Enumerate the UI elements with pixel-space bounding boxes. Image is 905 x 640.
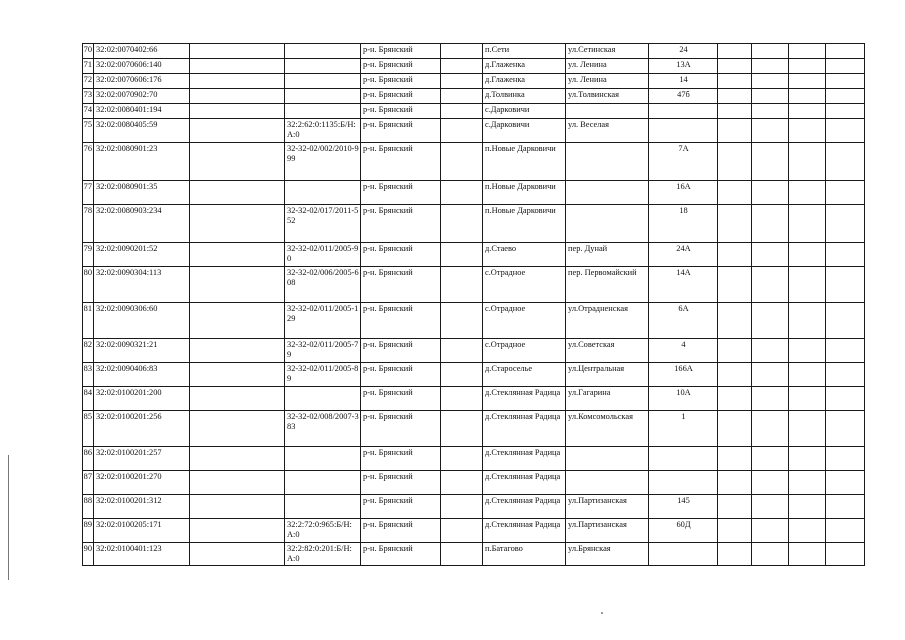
empty-cell <box>441 243 483 267</box>
district-cell: р-н. Брянский <box>361 104 441 119</box>
table-row <box>83 339 865 363</box>
empty-cell <box>826 471 865 495</box>
house-number-cell <box>649 447 718 471</box>
cadastral-number-cell: 32:02:0100205:171 <box>94 519 190 543</box>
empty-cell <box>190 59 285 74</box>
house-number-cell <box>649 104 718 119</box>
empty-cell <box>789 205 826 243</box>
cadastral-number-cell: 32:02:0100201:200 <box>94 387 190 411</box>
old-number-cell: 32:2:82:0:201:Б/Н:А:0 <box>285 543 361 566</box>
empty-cell <box>826 44 865 59</box>
house-number-cell: 13А <box>649 59 718 74</box>
cadastral-number-cell: 32:02:0070606:140 <box>94 59 190 74</box>
empty-cell <box>441 303 483 339</box>
cadastral-number-cell: 32:02:0090201:52 <box>94 243 190 267</box>
table-row <box>83 387 865 411</box>
table-row <box>83 243 865 267</box>
empty-cell <box>190 519 285 543</box>
empty-cell <box>752 89 789 104</box>
house-number-cell: 18 <box>649 205 718 243</box>
row-number-cell: 74 <box>83 104 94 119</box>
empty-cell <box>789 303 826 339</box>
empty-cell <box>718 363 752 387</box>
empty-cell <box>789 104 826 119</box>
table-row <box>83 267 865 303</box>
cadastral-number-cell: 32:02:0080901:23 <box>94 143 190 181</box>
cadastral-number-cell: 32:02:0080401:194 <box>94 104 190 119</box>
locality-cell: с.Отрадное <box>483 339 566 363</box>
empty-cell <box>789 44 826 59</box>
row-number-cell: 83 <box>83 363 94 387</box>
old-number-cell: 32:2:62:0:1135:Б/Н:А:0 <box>285 119 361 143</box>
empty-cell <box>789 267 826 303</box>
row-number-cell: 90 <box>83 543 94 566</box>
table-row <box>83 119 865 143</box>
district-cell: р-н. Брянский <box>361 447 441 471</box>
street-cell: ул.Центральная <box>566 363 649 387</box>
locality-cell: п.Новые Дарковичи <box>483 143 566 181</box>
locality-cell: п.Новые Дарковичи <box>483 181 566 205</box>
street-cell: ул.Партизанская <box>566 495 649 519</box>
empty-cell <box>718 519 752 543</box>
street-cell <box>566 104 649 119</box>
row-number-cell: 71 <box>83 59 94 74</box>
empty-cell <box>718 104 752 119</box>
locality-cell: п.Сети <box>483 44 566 59</box>
table-row <box>83 411 865 447</box>
empty-cell <box>752 205 789 243</box>
table-row <box>83 181 865 205</box>
street-cell: ул.Толвинская <box>566 89 649 104</box>
house-number-cell: 24 <box>649 44 718 59</box>
street-cell <box>566 181 649 205</box>
empty-cell <box>718 447 752 471</box>
house-number-cell: 16А <box>649 181 718 205</box>
table-row <box>83 74 865 89</box>
district-cell: р-н. Брянский <box>361 59 441 74</box>
empty-cell <box>789 363 826 387</box>
empty-cell <box>826 519 865 543</box>
locality-cell: с.Отрадное <box>483 267 566 303</box>
empty-cell <box>718 243 752 267</box>
old-number-cell: 32-32-02/006/2005-608 <box>285 267 361 303</box>
cadastral-number-cell: 32:02:0100401:123 <box>94 543 190 566</box>
locality-cell: с.Отрадное <box>483 303 566 339</box>
empty-cell <box>190 495 285 519</box>
empty-cell <box>826 59 865 74</box>
house-number-cell: 1 <box>649 411 718 447</box>
empty-cell <box>441 363 483 387</box>
locality-cell: д.Стеклянная Радица <box>483 519 566 543</box>
house-number-cell: 24А <box>649 243 718 267</box>
old-number-cell: 32:2:72:0:965:Б/Н:А:0 <box>285 519 361 543</box>
cadastral-number-cell: 32:02:0080903:234 <box>94 205 190 243</box>
empty-cell <box>752 181 789 205</box>
old-number-cell <box>285 89 361 104</box>
old-number-cell: 32-32-02/017/2011-552 <box>285 205 361 243</box>
table-row <box>83 44 865 59</box>
street-cell: пер. Дунай <box>566 243 649 267</box>
district-cell: р-н. Брянский <box>361 119 441 143</box>
old-number-cell <box>285 387 361 411</box>
old-number-cell: 32-32-02/008/2007-383 <box>285 411 361 447</box>
street-cell <box>566 205 649 243</box>
row-number-cell: 72 <box>83 74 94 89</box>
empty-cell <box>789 447 826 471</box>
empty-cell <box>441 89 483 104</box>
empty-cell <box>752 267 789 303</box>
row-number-cell: 89 <box>83 519 94 543</box>
empty-cell <box>789 471 826 495</box>
table-row <box>83 104 865 119</box>
empty-cell <box>718 543 752 566</box>
empty-cell <box>826 303 865 339</box>
locality-cell: с.Дарковичи <box>483 119 566 143</box>
old-number-cell <box>285 104 361 119</box>
empty-cell <box>190 181 285 205</box>
empty-cell <box>826 495 865 519</box>
house-number-cell: 47б <box>649 89 718 104</box>
empty-cell <box>441 181 483 205</box>
street-cell <box>566 143 649 181</box>
empty-cell <box>718 59 752 74</box>
empty-cell <box>718 303 752 339</box>
empty-cell <box>190 44 285 59</box>
empty-cell <box>190 89 285 104</box>
empty-cell <box>441 387 483 411</box>
street-cell: ул. Ленина <box>566 74 649 89</box>
scan-margin-line <box>8 455 9 580</box>
empty-cell <box>789 181 826 205</box>
empty-cell <box>752 447 789 471</box>
cadastral-number-cell: 32:02:0090306:60 <box>94 303 190 339</box>
table-row <box>83 519 865 543</box>
empty-cell <box>752 471 789 495</box>
empty-cell <box>190 363 285 387</box>
district-cell: р-н. Брянский <box>361 89 441 104</box>
registry-table-page <box>82 43 865 566</box>
empty-cell <box>441 44 483 59</box>
row-number-cell: 78 <box>83 205 94 243</box>
locality-cell: п.Новые Дарковичи <box>483 205 566 243</box>
district-cell: р-н. Брянский <box>361 143 441 181</box>
empty-cell <box>718 89 752 104</box>
empty-cell <box>826 205 865 243</box>
empty-cell <box>789 387 826 411</box>
empty-cell <box>789 59 826 74</box>
row-number-cell: 76 <box>83 143 94 181</box>
house-number-cell: 14 <box>649 74 718 89</box>
scan-speck <box>601 612 603 614</box>
house-number-cell: 7А <box>649 143 718 181</box>
empty-cell <box>441 495 483 519</box>
cadastral-number-cell: 32:02:0090304:113 <box>94 267 190 303</box>
empty-cell <box>752 519 789 543</box>
house-number-cell: 14А <box>649 267 718 303</box>
empty-cell <box>826 104 865 119</box>
old-number-cell <box>285 44 361 59</box>
empty-cell <box>441 119 483 143</box>
row-number-cell: 73 <box>83 89 94 104</box>
empty-cell <box>789 339 826 363</box>
row-number-cell: 84 <box>83 387 94 411</box>
house-number-cell <box>649 471 718 495</box>
district-cell: р-н. Брянский <box>361 495 441 519</box>
locality-cell: д.Толвинка <box>483 89 566 104</box>
district-cell: р-н. Брянский <box>361 411 441 447</box>
row-number-cell: 77 <box>83 181 94 205</box>
cadastral-number-cell: 32:02:0100201:312 <box>94 495 190 519</box>
empty-cell <box>718 495 752 519</box>
land-plot-registry-table <box>82 43 865 566</box>
locality-cell: д.Стеклянная Радица <box>483 471 566 495</box>
empty-cell <box>718 471 752 495</box>
district-cell: р-н. Брянский <box>361 387 441 411</box>
empty-cell <box>718 181 752 205</box>
empty-cell <box>789 119 826 143</box>
empty-cell <box>190 411 285 447</box>
district-cell: р-н. Брянский <box>361 363 441 387</box>
locality-cell: д.Стеклянная Радица <box>483 411 566 447</box>
row-number-cell: 75 <box>83 119 94 143</box>
empty-cell <box>190 267 285 303</box>
empty-cell <box>718 143 752 181</box>
empty-cell <box>718 205 752 243</box>
street-cell: пер. Первомайский <box>566 267 649 303</box>
locality-cell: д.Стеклянная Радица <box>483 447 566 471</box>
empty-cell <box>752 387 789 411</box>
locality-cell: д.Глаженка <box>483 74 566 89</box>
table-row <box>83 363 865 387</box>
street-cell: ул.Комсомольская <box>566 411 649 447</box>
empty-cell <box>441 104 483 119</box>
row-number-cell: 81 <box>83 303 94 339</box>
empty-cell <box>190 387 285 411</box>
cadastral-number-cell: 32:02:0100201:257 <box>94 447 190 471</box>
row-number-cell: 82 <box>83 339 94 363</box>
cadastral-number-cell: 32:02:0070902:70 <box>94 89 190 104</box>
empty-cell <box>441 543 483 566</box>
row-number-cell: 88 <box>83 495 94 519</box>
empty-cell <box>441 59 483 74</box>
old-number-cell <box>285 495 361 519</box>
cadastral-number-cell: 32:02:0090406:83 <box>94 363 190 387</box>
empty-cell <box>190 119 285 143</box>
empty-cell <box>752 243 789 267</box>
empty-cell <box>789 543 826 566</box>
table-row <box>83 143 865 181</box>
table-row <box>83 59 865 74</box>
empty-cell <box>718 119 752 143</box>
empty-cell <box>441 74 483 89</box>
empty-cell <box>718 44 752 59</box>
street-cell <box>566 447 649 471</box>
empty-cell <box>190 447 285 471</box>
old-number-cell: 32-32-02/011/2005-89 <box>285 363 361 387</box>
house-number-cell: 145 <box>649 495 718 519</box>
cadastral-number-cell: 32:02:0090321:21 <box>94 339 190 363</box>
old-number-cell <box>285 447 361 471</box>
cadastral-number-cell: 32:02:0070606:176 <box>94 74 190 89</box>
empty-cell <box>826 387 865 411</box>
empty-cell <box>752 59 789 74</box>
district-cell: р-н. Брянский <box>361 243 441 267</box>
empty-cell <box>826 363 865 387</box>
district-cell: р-н. Брянский <box>361 303 441 339</box>
district-cell: р-н. Брянский <box>361 205 441 243</box>
empty-cell <box>826 339 865 363</box>
empty-cell <box>826 411 865 447</box>
locality-cell: д.Стаево <box>483 243 566 267</box>
street-cell: ул. Веселая <box>566 119 649 143</box>
old-number-cell: 32-32-02/011/2005-90 <box>285 243 361 267</box>
empty-cell <box>441 267 483 303</box>
row-number-cell: 86 <box>83 447 94 471</box>
locality-cell: д.Староселье <box>483 363 566 387</box>
cadastral-number-cell: 32:02:0080901:35 <box>94 181 190 205</box>
table-row <box>83 543 865 566</box>
empty-cell <box>752 495 789 519</box>
empty-cell <box>190 205 285 243</box>
empty-cell <box>441 471 483 495</box>
street-cell: ул.Гагарина <box>566 387 649 411</box>
row-number-cell: 79 <box>83 243 94 267</box>
locality-cell: д.Глаженка <box>483 59 566 74</box>
old-number-cell: 32-32-02/002/2010-999 <box>285 143 361 181</box>
street-cell: ул.Сетинская <box>566 44 649 59</box>
house-number-cell: 166А <box>649 363 718 387</box>
empty-cell <box>752 74 789 89</box>
empty-cell <box>718 411 752 447</box>
empty-cell <box>441 411 483 447</box>
table-row <box>83 89 865 104</box>
locality-cell: п.Батагово <box>483 543 566 566</box>
street-cell: ул.Брянская <box>566 543 649 566</box>
house-number-cell <box>649 119 718 143</box>
empty-cell <box>190 303 285 339</box>
empty-cell <box>789 243 826 267</box>
empty-cell <box>190 143 285 181</box>
district-cell: р-н. Брянский <box>361 471 441 495</box>
empty-cell <box>752 303 789 339</box>
empty-cell <box>718 74 752 89</box>
locality-cell: д.Стеклянная Радица <box>483 387 566 411</box>
house-number-cell: 6А <box>649 303 718 339</box>
cadastral-number-cell: 32:02:0080405:59 <box>94 119 190 143</box>
row-number-cell: 70 <box>83 44 94 59</box>
table-body <box>83 44 865 566</box>
district-cell: р-н. Брянский <box>361 44 441 59</box>
old-number-cell <box>285 181 361 205</box>
table-row <box>83 471 865 495</box>
old-number-cell: 32-32-02/011/2005-79 <box>285 339 361 363</box>
empty-cell <box>718 387 752 411</box>
empty-cell <box>190 104 285 119</box>
street-cell: ул.Отрадненская <box>566 303 649 339</box>
house-number-cell: 10А <box>649 387 718 411</box>
empty-cell <box>190 243 285 267</box>
empty-cell <box>826 267 865 303</box>
empty-cell <box>441 205 483 243</box>
district-cell: р-н. Брянский <box>361 339 441 363</box>
old-number-cell <box>285 471 361 495</box>
empty-cell <box>190 339 285 363</box>
row-number-cell: 80 <box>83 267 94 303</box>
empty-cell <box>789 411 826 447</box>
empty-cell <box>441 447 483 471</box>
cadastral-number-cell: 32:02:0100201:270 <box>94 471 190 495</box>
district-cell: р-н. Брянский <box>361 181 441 205</box>
house-number-cell: 4 <box>649 339 718 363</box>
empty-cell <box>752 104 789 119</box>
empty-cell <box>190 74 285 89</box>
cadastral-number-cell: 32:02:0100201:256 <box>94 411 190 447</box>
empty-cell <box>752 339 789 363</box>
empty-cell <box>826 89 865 104</box>
house-number-cell: 60Д <box>649 519 718 543</box>
district-cell: р-н. Брянский <box>361 519 441 543</box>
table-row <box>83 303 865 339</box>
empty-cell <box>752 543 789 566</box>
old-number-cell: 32-32-02/011/2005-129 <box>285 303 361 339</box>
empty-cell <box>826 181 865 205</box>
empty-cell <box>441 339 483 363</box>
empty-cell <box>190 471 285 495</box>
empty-cell <box>441 519 483 543</box>
empty-cell <box>718 267 752 303</box>
table-row <box>83 447 865 471</box>
empty-cell <box>718 339 752 363</box>
empty-cell <box>826 119 865 143</box>
row-number-cell: 85 <box>83 411 94 447</box>
empty-cell <box>752 363 789 387</box>
empty-cell <box>789 519 826 543</box>
street-cell: ул. Ленина <box>566 59 649 74</box>
empty-cell <box>826 243 865 267</box>
district-cell: р-н. Брянский <box>361 267 441 303</box>
empty-cell <box>826 543 865 566</box>
empty-cell <box>789 74 826 89</box>
house-number-cell <box>649 543 718 566</box>
table-row <box>83 205 865 243</box>
row-number-cell: 87 <box>83 471 94 495</box>
empty-cell <box>190 543 285 566</box>
street-cell: ул.Советская <box>566 339 649 363</box>
empty-cell <box>826 74 865 89</box>
street-cell <box>566 471 649 495</box>
empty-cell <box>752 44 789 59</box>
cadastral-number-cell: 32:02:0070402:66 <box>94 44 190 59</box>
old-number-cell <box>285 59 361 74</box>
empty-cell <box>752 411 789 447</box>
old-number-cell <box>285 74 361 89</box>
empty-cell <box>826 447 865 471</box>
locality-cell: с.Дарковичи <box>483 104 566 119</box>
empty-cell <box>441 143 483 181</box>
empty-cell <box>789 143 826 181</box>
empty-cell <box>752 143 789 181</box>
empty-cell <box>826 143 865 181</box>
locality-cell: д.Стеклянная Радица <box>483 495 566 519</box>
empty-cell <box>789 495 826 519</box>
empty-cell <box>752 119 789 143</box>
empty-cell <box>789 89 826 104</box>
district-cell: р-н. Брянский <box>361 74 441 89</box>
table-row <box>83 495 865 519</box>
district-cell: р-н. Брянский <box>361 543 441 566</box>
street-cell: ул.Партизанская <box>566 519 649 543</box>
